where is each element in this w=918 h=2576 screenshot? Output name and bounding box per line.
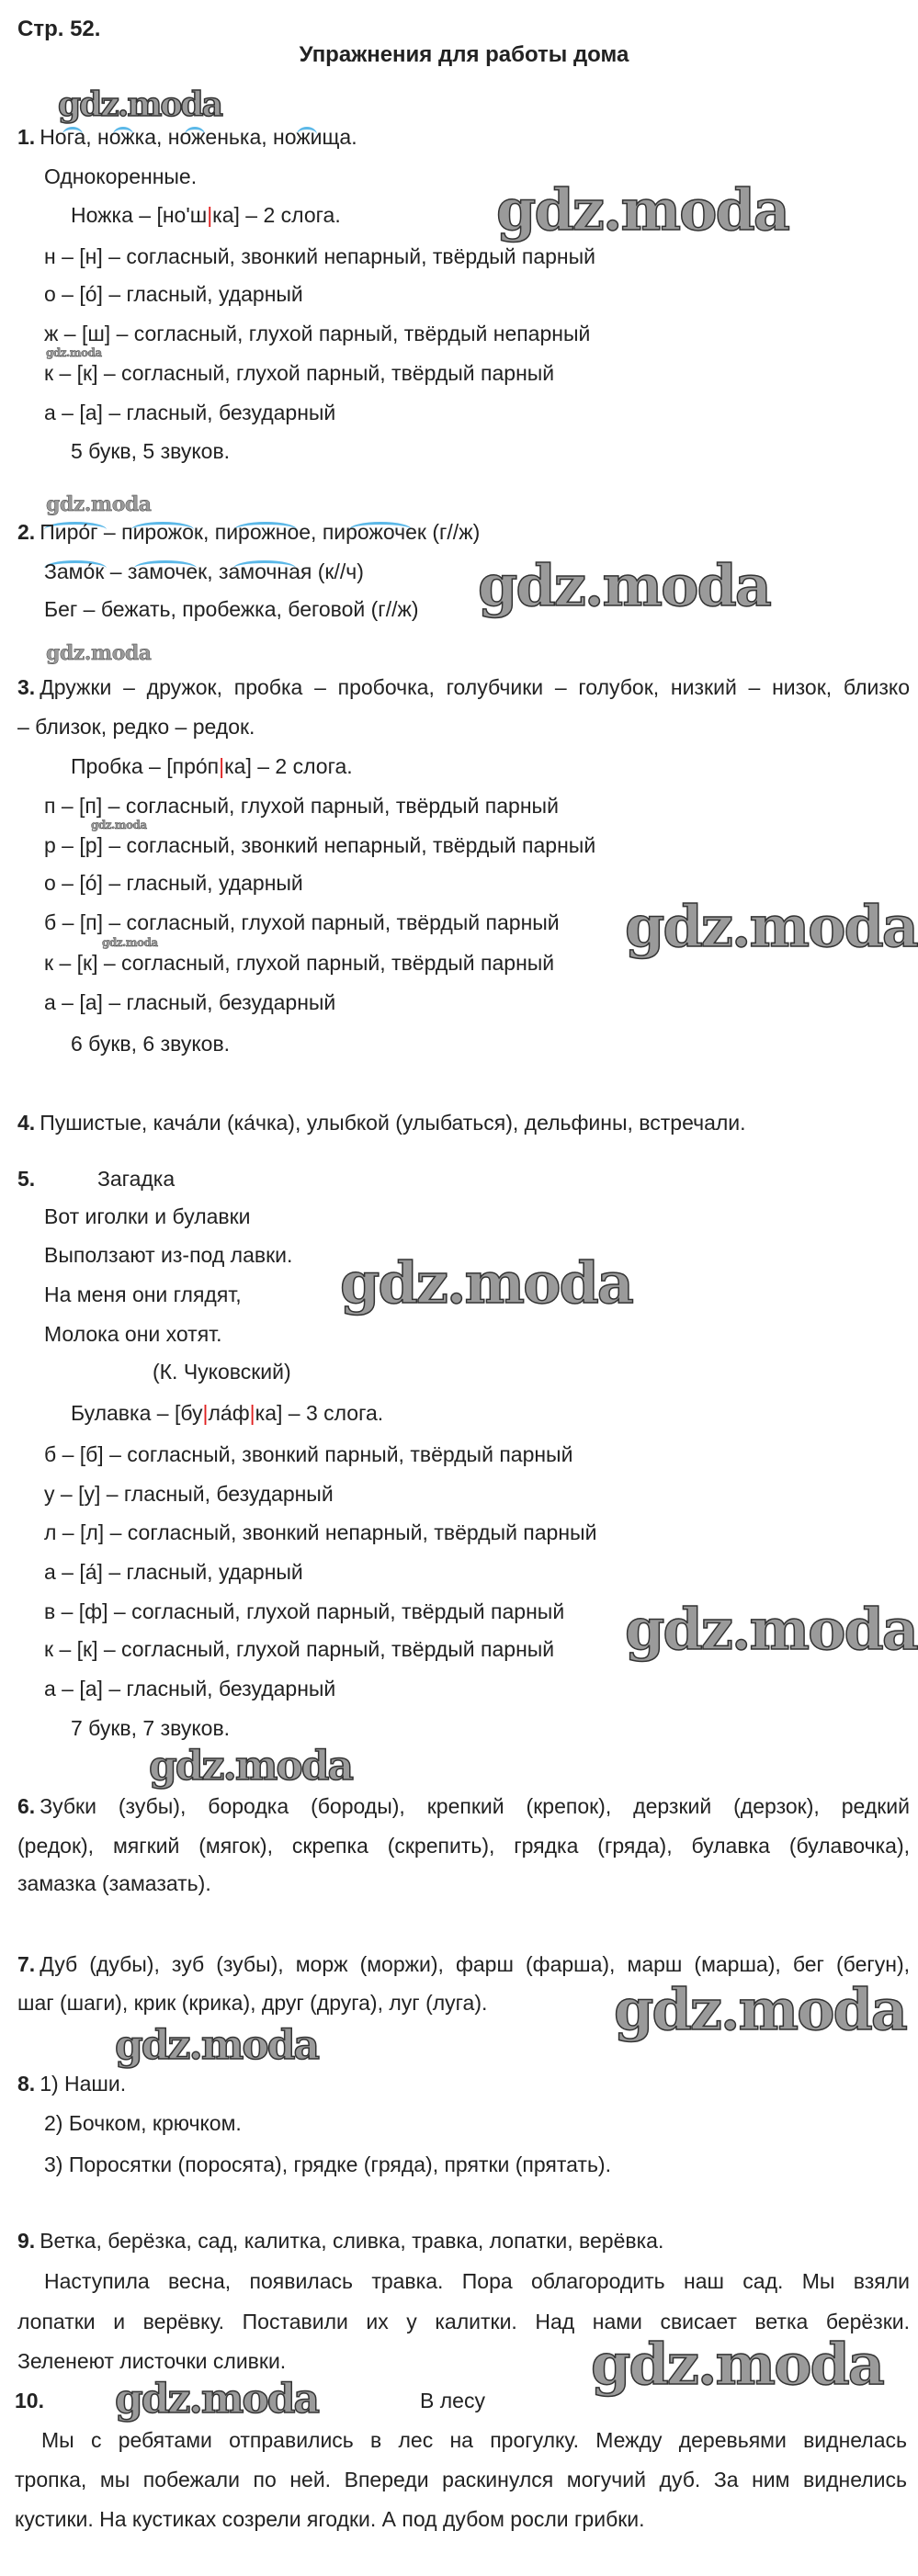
- riddle-heading: Загадка: [97, 1167, 176, 1191]
- letter-analysis: п – [п] – согласный, глухой парный, твёрдый парный: [44, 794, 559, 818]
- transcription-part: Булавка – [бу: [71, 1401, 203, 1425]
- syllable-divider: |: [207, 203, 213, 227]
- exercise-3-transcription: [71, 752, 353, 780]
- syllable-divider: |: [219, 754, 225, 778]
- watermark: gdz.moda: [115, 2022, 319, 2069]
- exercise-number: 5.: [17, 1167, 36, 1191]
- exercise-text: 1) Наши.: [40, 2072, 127, 2096]
- page-number: Стр. 52.: [17, 17, 101, 41]
- letter-analysis: к – [к] – согласный, глухой парный, твёрдый парный: [44, 361, 555, 385]
- exercise-1-summary: 5 букв, 5 звуков.: [71, 439, 231, 463]
- exercise-number: 4.: [17, 1111, 36, 1135]
- letter-analysis: ж – [ш] – согласный, глухой парный, твёрдый непарный: [44, 322, 591, 345]
- page-title: Упражнения для работы дома: [299, 42, 629, 67]
- exercise-7-line: шаг (шаги), крик (крика), друг (друга), луг (луга).: [17, 1991, 488, 2015]
- story-line: тропка, мы побежали по ней. Впереди раскинулся могучий дуб. За ним виднелись: [15, 2468, 907, 2491]
- letter-analysis: к – [к] – согласный, глухой парный, твёрдый парный: [44, 1637, 555, 1661]
- watermark: gdz.moda: [115, 2376, 319, 2423]
- poem-line: Выползают из-под лавки.: [44, 1243, 293, 1267]
- story-line: Мы с ребятами отправились в лес на прогулку. Между деревьями виднелась: [41, 2428, 907, 2452]
- exercise-8-line: [17, 2070, 126, 2097]
- exercise-6-line: [17, 1792, 910, 1820]
- exercise-1-note: Однокоренные.: [44, 164, 198, 188]
- exercise-8-line: 2) Бочком, крючком.: [44, 2111, 242, 2135]
- transcription-part: ка] – 3 слога.: [255, 1401, 384, 1425]
- exercise-text: Зубки (зубы), бородка (бороды), крепкий (крепок), дерзкий (дерзок), редкий: [40, 1794, 910, 1818]
- watermark: gdz.moda: [614, 1976, 906, 2043]
- watermark: gdz.moda: [91, 819, 147, 831]
- exercise-4-line: [17, 1109, 746, 1136]
- exercise-6-line: (редок), мягкий (мягок), скрепка (скрепить), грядка (гряда), булавка (булавочка),: [17, 1834, 910, 1858]
- watermark: gdz.moda: [149, 1743, 353, 1790]
- watermark: gdz.moda: [625, 1596, 917, 1663]
- exercise-5-header: [17, 1165, 40, 1192]
- exercise-1-transcription: [71, 201, 341, 229]
- letter-analysis: л – [л] – согласный, звонкий непарный, твёрдый парный: [44, 1520, 597, 1544]
- watermark: gdz.moda: [496, 176, 788, 243]
- letter-analysis: б – [п] – согласный, глухой парный, твёрдый парный: [44, 910, 560, 934]
- exercise-number: 1.: [17, 125, 36, 149]
- exercise-3-line: [17, 673, 910, 701]
- story-heading: В лесу: [420, 2389, 485, 2412]
- exercise-text: Пиро́г – пирожок, пирожное, пирожочек (г//ж): [40, 520, 481, 544]
- poem-line: Вот иголки и булавки: [44, 1204, 251, 1228]
- watermark: gdz.moda: [46, 346, 102, 359]
- syllable-divider: |: [249, 1401, 255, 1425]
- letter-analysis: к – [к] – согласный, глухой парный, твёрдый парный: [44, 951, 555, 975]
- exercise-9-text: лопатки и верёвку. Поставили их у калитки. Над нами свисает ветка берёзки.: [17, 2310, 910, 2333]
- transcription-part: Пробка – [про́п: [71, 754, 220, 778]
- poem-line: Молока они хотят.: [44, 1322, 222, 1346]
- watermark: gdz.moda: [58, 85, 221, 124]
- letter-analysis: в – [ф] – согласный, глухой парный, твёрдый парный: [44, 1599, 565, 1623]
- exercise-5-summary: 7 букв, 7 звуков.: [71, 1716, 231, 1740]
- exercise-text: Пушистые, кача́ли (ка́чка), улыбкой (улыбаться), дельфины, встречали.: [40, 1111, 746, 1135]
- watermark: gdz.moda: [591, 2331, 883, 2398]
- exercise-3-summary: 6 букв, 6 звуков.: [71, 1032, 231, 1056]
- letter-analysis: а – [а́] – гласный, ударный: [44, 1560, 303, 1584]
- letter-analysis: а – [а] – гласный, безударный: [44, 401, 336, 424]
- watermark: gdz.moda: [46, 641, 152, 665]
- exercise-9-text: Наступила весна, появилась травка. Пора облагородить наш сад. Мы взяли: [44, 2269, 910, 2293]
- watermark: gdz.moda: [340, 1249, 632, 1316]
- letter-analysis: о – [ó] – гласный, ударный: [44, 871, 303, 895]
- letter-analysis: у – [у] – гласный, безударный: [44, 1482, 334, 1506]
- exercise-number: 6.: [17, 1794, 36, 1818]
- transcription-part: ла́ф: [208, 1401, 250, 1425]
- poem-author: (К. Чуковский): [153, 1360, 291, 1384]
- exercise-8-line: 3) Поросятки (поросята), грядке (гряда), прятки (прятать).: [44, 2152, 611, 2176]
- exercise-9-text: Зеленеют листочки сливки.: [17, 2349, 287, 2373]
- exercise-10-header: [15, 2387, 49, 2414]
- watermark: gdz.moda: [478, 552, 770, 619]
- exercise-number: 10.: [15, 2389, 44, 2412]
- watermark: gdz.moda: [102, 936, 158, 949]
- exercise-2-line: [17, 518, 480, 546]
- exercise-number: 3.: [17, 675, 36, 699]
- transcription-part: ка] – 2 слога.: [224, 754, 353, 778]
- exercise-number: 8.: [17, 2072, 36, 2096]
- poem-line: На меня они глядят,: [44, 1282, 242, 1306]
- exercise-2-line: Бег – бежать, пробежка, беговой (г//ж): [44, 597, 419, 621]
- exercise-number: 2.: [17, 520, 36, 544]
- letter-analysis: б – [б] – согласный, звонкий парный, твёрдый парный: [44, 1442, 573, 1466]
- letter-analysis: а – [а] – гласный, безударный: [44, 990, 336, 1014]
- exercise-7-line: [17, 1950, 910, 1978]
- exercise-text: Дружки – дружок, пробка – пробочка, голубчики – голубок, низкий – низок, близко: [40, 675, 910, 699]
- watermark: gdz.moda: [46, 492, 152, 516]
- transcription-part: Ножка – [но'ш: [71, 203, 208, 227]
- exercise-number: 9.: [17, 2229, 36, 2253]
- exercise-3-line: – близок, редко – редок.: [17, 715, 255, 739]
- exercise-6-line: замазка (замазать).: [17, 1871, 211, 1895]
- exercise-text: Ветка, берёзка, сад, калитка, сливка, травка, лопатки, верёвка.: [40, 2229, 664, 2253]
- letter-analysis: о – [ó] – гласный, ударный: [44, 282, 303, 306]
- watermark: gdz.moda: [625, 893, 917, 960]
- transcription-part: ка] – 2 слога.: [212, 203, 341, 227]
- exercise-2-line: Замо́к – замочек, замочная (к//ч): [44, 559, 364, 583]
- letter-analysis: а – [а] – гласный, безударный: [44, 1677, 336, 1700]
- exercise-number: 7.: [17, 1952, 36, 1976]
- exercise-5-transcription: [71, 1399, 383, 1427]
- letter-analysis: н – [н] – согласный, звонкий непарный, твёрдый парный: [44, 244, 595, 268]
- exercise-text: Нога, ножка, ноженька, ножища.: [40, 125, 357, 149]
- exercise-9-words: [17, 2227, 663, 2254]
- exercise-text: Дуб (дубы), зуб (зубы), морж (моржи), фарш (фарша), марш (марша), бег (бегун),: [40, 1952, 910, 1976]
- exercise-1-words: [17, 123, 357, 151]
- story-line: кустики. На кустиках созрели ягодки. А под дубом росли грибки.: [15, 2507, 645, 2531]
- syllable-divider: |: [202, 1401, 209, 1425]
- letter-analysis: р – [р] – согласный, звонкий непарный, твёрдый парный: [44, 833, 596, 857]
